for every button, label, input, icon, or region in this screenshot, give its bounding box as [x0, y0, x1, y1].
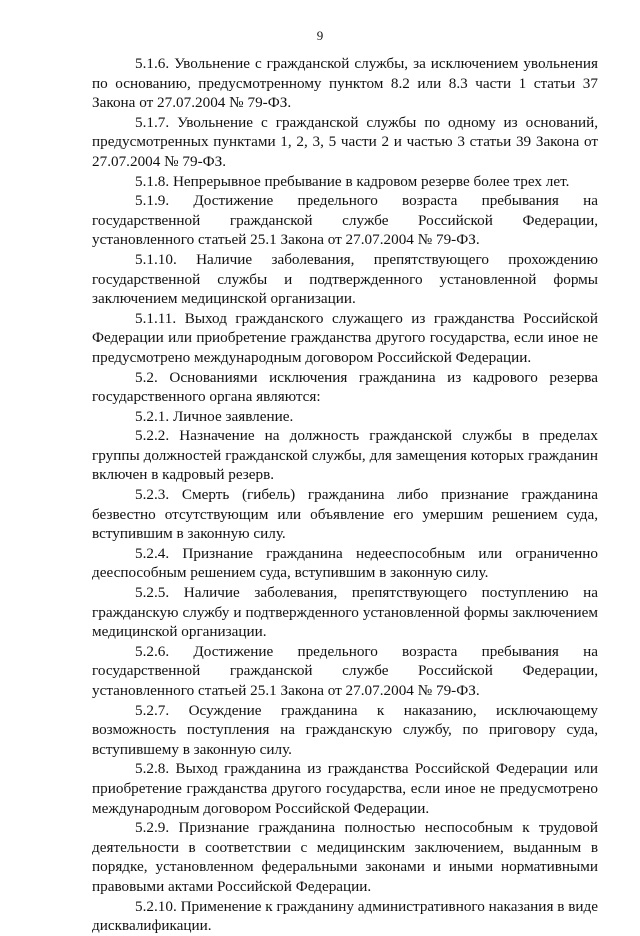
paragraph-5-2-7: 5.2.7. Осуждение гражданина к наказанию, исключающему возможность поступления на гражданскую службу, по приговору суда, вступившему в законную силу. — [92, 701, 598, 758]
paragraph-5-2-9: 5.2.9. Признание гражданина полностью неспособным к трудовой деятельности в соответствии с медицинским заключением, выданным в порядке, установленном федеральными законами и иными нормативными правовыми актами Российской Федерации. — [92, 819, 598, 895]
paragraph-5-2-10: 5.2.10. Применение к гражданину административного наказания в виде дисквалификации. — [92, 897, 598, 935]
paragraph-5-2-2: 5.2.2. Назначение на должность гражданской службы в пределах группы должностей гражданской службы, для замещения которых гражданин включен в кадровый резерв. — [92, 427, 598, 484]
paragraph-5-1-9: 5.1.9. Достижение предельного возраста пребывания на государственной гражданской службе Российской Федерации, установленного статьей 25.1 Закона от 27.07.2004 № 79-ФЗ. — [92, 192, 598, 249]
paragraph-5-1-7: 5.1.7. Увольнение с гражданской службы по одному из оснований, предусмотренных пунктами 1, 2, 3, 5 части 2 и частью 3 статьи 39 Закона от 27.07.2004 № 79-ФЗ. — [92, 113, 598, 170]
paragraph-5-2-1: 5.2.1. Личное заявление. — [135, 407, 294, 425]
paragraph-5-2-5: 5.2.5. Наличие заболевания, препятствующего поступлению на гражданскую службу и подтвержденного установленной формы заключением медицинской организации. — [92, 584, 598, 641]
paragraph-5-1-8: 5.1.8. Непрерывное пребывание в кадровом резерве более трех лет. — [135, 172, 570, 190]
paragraph-5-1-6: 5.1.6. Увольнение с гражданской службы, за исключением увольнения по основанию, предусмотренному пунктом 8.2 или 8.3 части 1 статьи 37 Закона от 27.07.2004 № 79-ФЗ. — [92, 55, 598, 112]
paragraph-5-2: 5.2. Основаниями исключения гражданина из кадрового резерва государственного органа являются: — [92, 368, 598, 406]
paragraph-5-2-4: 5.2.4. Признание гражданина недееспособным или ограниченно дееспособным решением суда, вступившим в законную силу. — [92, 544, 598, 582]
paragraph-5-2-6: 5.2.6. Достижение предельного возраста пребывания на государственной гражданской службе Российской Федерации, установленного статьей 25.1 Закона от 27.07.2004 № 79-ФЗ. — [92, 642, 598, 699]
paragraph-5-2-8: 5.2.8. Выход гражданина из гражданства Российской Федерации или приобретение гражданства другого государства, если иное не предусмотрено международным договором Российской Федерации. — [92, 760, 598, 817]
paragraph-5-1-11: 5.1.11. Выход гражданского служащего из гражданства Российской Федерации или приобретение гражданства другого государства, если иное не предусмотрено международным договором Российской Федерации. — [92, 309, 598, 366]
page-number: 9 — [316, 28, 324, 43]
paragraph-5-1-10: 5.1.10. Наличие заболевания, препятствующего прохождению государственной службы и подтвержденного установленной формы заключением медицинской организации. — [92, 250, 598, 308]
paragraph-5-2-3: 5.2.3. Смерть (гибель) гражданина либо признание гражданина безвестно отсутствующим или объявление его умершим решением суда, вступившим в законную силу. — [92, 486, 598, 543]
document-body — [92, 54, 598, 936]
